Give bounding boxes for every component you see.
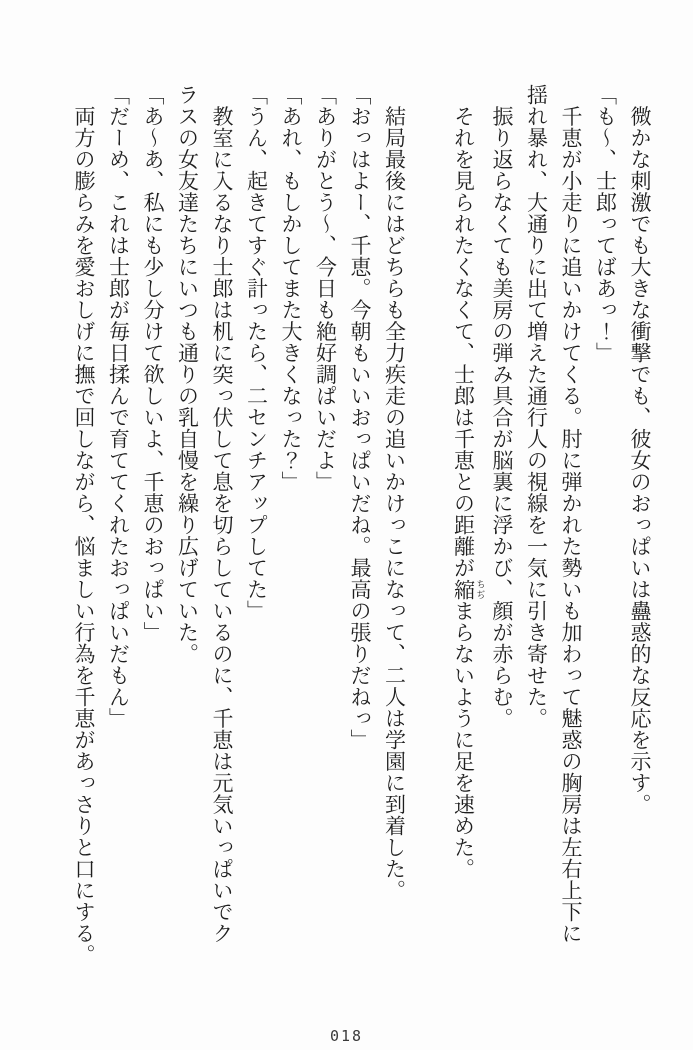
text-line-4: 揺れ暴れ、大通りに出て増えた通行人の視線を一気に引き寄せた。 (524, 84, 549, 729)
text-line-8: 結局最後にはどちらも全力疾走の追いかけっこになって、二人は学園に到着した。 (382, 84, 407, 901)
text-line-13: 教室に入るなり士郎は机に突っ伏して息を切らしているのに、千恵は元気いっぱいでク (210, 84, 234, 944)
text-line-16: 「だーめ、これは士郎が毎日揉んで育ててくれたおっぱいだもん」 (106, 84, 131, 729)
text-line-5: 振り返らなくても美房の弾み具合が脳裏に浮かび、顔が赤らむ。 (490, 84, 514, 729)
page-number: 018 (329, 1027, 364, 1045)
text-line-6: それを見られたくなくて、士郎は千恵との距離が縮 ちぢまらないように足を速めた。 (451, 84, 485, 880)
vertical-text-block (67, 84, 658, 966)
text-line-9: 「おっはよー、千恵。今朝もいいおっぱいだね。最高の張りだねっ」 (348, 84, 372, 751)
text-line-2: 「も〜、士郎ってばあっ！」 (593, 84, 618, 364)
text-line-14: ラスの女友達たちにいつも通りの乳自慢を繰り広げていた。 (175, 84, 200, 665)
text-line-12: 「うん、起きてすぐ計ったら、二センチアップしてた」 (244, 84, 269, 622)
text-line-15: 「あ〜あ、私にも少し分けて欲しいよ、千恵のおっぱい」 (141, 84, 165, 643)
text-line-1: 微かな刺激でも大きな衝撃でも、彼女のおっぱいは蠱惑的な反応を示す。 (628, 84, 652, 815)
blank-line (412, 84, 447, 950)
text-line-17: 両方の膨らみを愛おしげに撫で回しながら、悩ましい行為を千恵があっさりと口にする。 (72, 84, 96, 966)
text-line-10: 「ありがとう〜、今日も絶好調ぱいだよ」 (313, 84, 338, 493)
furigana-ruby: 縮 ちぢ (451, 578, 485, 600)
text-line-3: 千恵が小走りに追いかけてくる。肘に弾かれた勢いも加わって魅惑の胸房は左右上下に (559, 84, 583, 944)
text-line-11: 「あれ、もしかしてまた大きくなった？」 (279, 84, 303, 493)
